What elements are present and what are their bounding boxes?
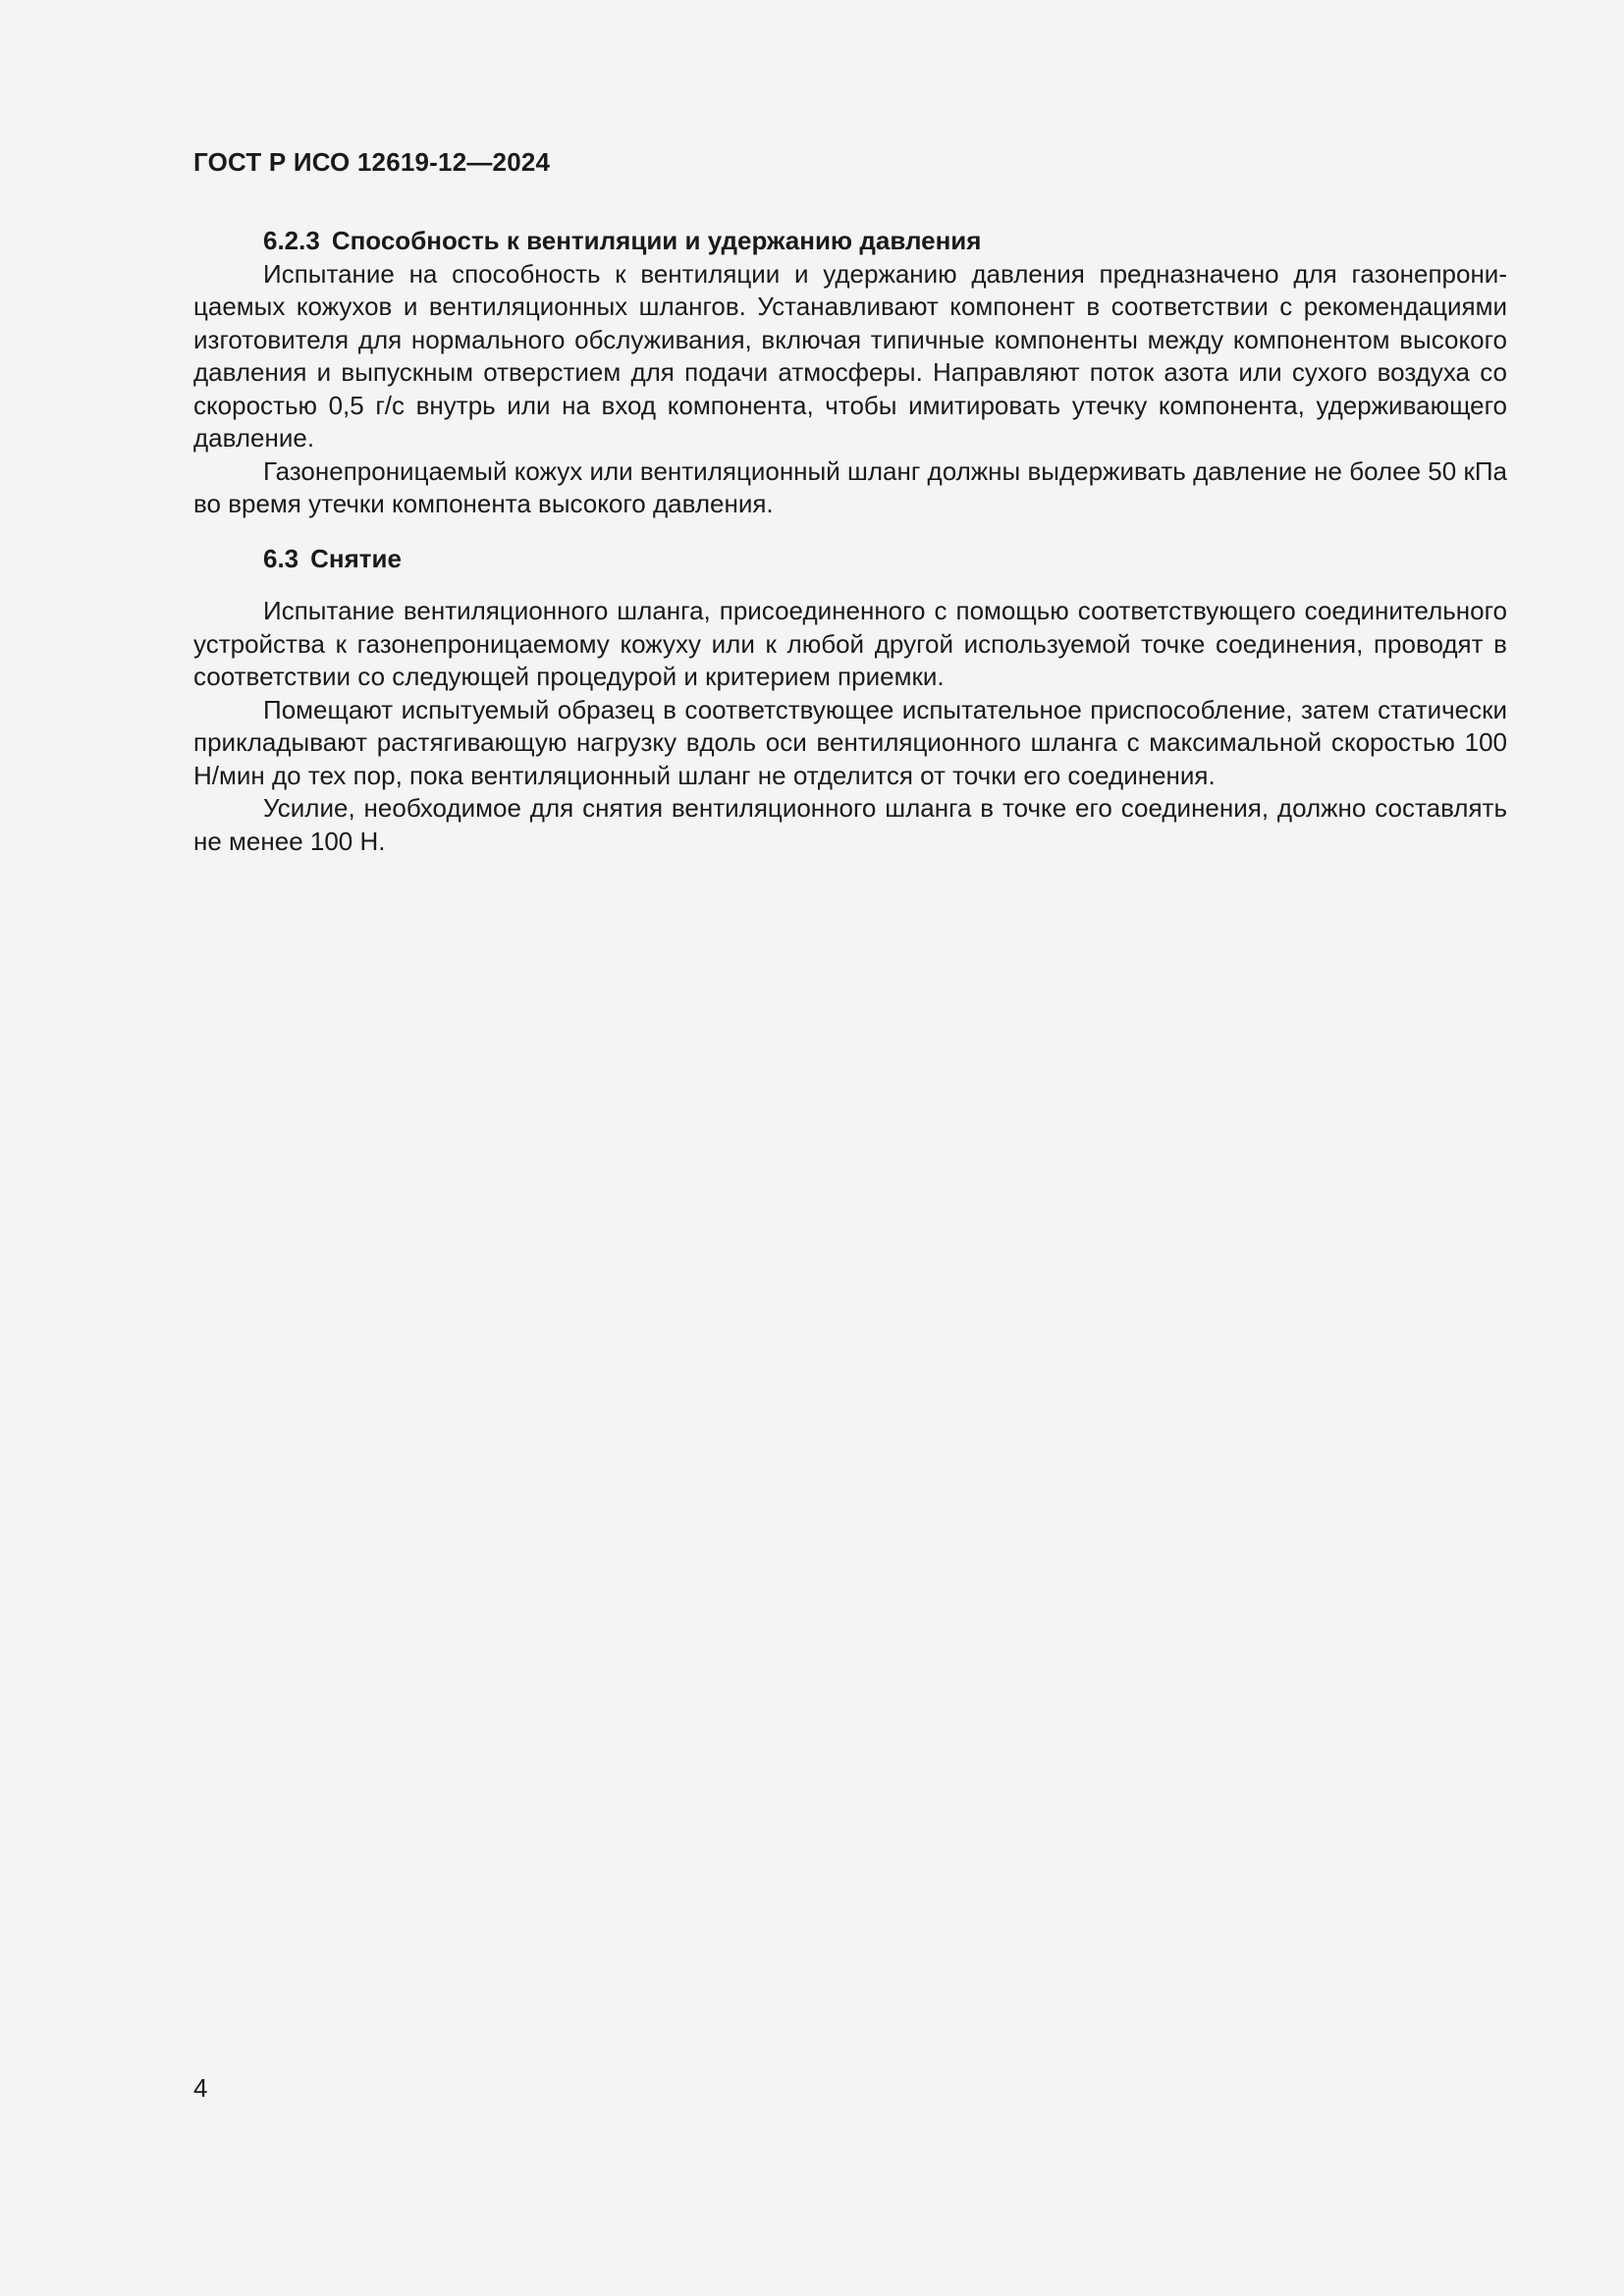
section-number: 6.2.3 [263,226,320,255]
paragraph: Помещают испытуемый образец в соответствующее испытательное приспособление, затем статически прикладывают растягивающую нагрузку вдоль оси вентиляционного шланга с максимальной скоростью 100 Н/мин до тех пор, пока вентиляционный шланг не отделится от точки его соединения. [193,694,1507,790]
page-number: 4 [193,2073,208,2103]
heading-spacer [193,575,1507,595]
section-title: Снятие [310,543,402,573]
section-heading-6-3 [193,543,1507,576]
section-title: Способность к вентиляции и удержанию давления [331,226,982,255]
document-header: ГОСТ Р ИСО 12619-12—2024 [193,147,551,177]
document-body [193,225,1507,858]
section-number: 6.3 [263,543,299,573]
paragraph: Испытание вентиляционного шланга, присоединенного с помощью соответствующего соединительного устройства к газонепроницаемому кожуху или к любой другой используемой точке соединения, проводят в соответствии со следующей процедурой и критерием приемки. [193,596,1507,691]
paragraph: Испытание на способность к вентиляции и удержанию давления предназначено для газонепроницаемых кожухов и вентиляционных шлангов. Устанавливают компонент в соответствии с рекомендациями изготовителя для нормального обслуживания, включая типичные компоненты между компонентом высокого давления и выпускным отверстием для подачи атмосферы. Направляют поток азота или сухого воздуха со скоростью 0,5 г/с внутрь или на вход компонента, чтобы имитировать утечку компонента, удерживающего давление. [193,258,1507,453]
paragraph: Газонепроницаемый кожух или вентиляционный шланг должны выдерживать давление не более 50 кПа во время утечки компонента высокого давления. [193,455,1507,518]
section-spacer [193,521,1507,543]
section-heading-6-2-3 [193,225,1507,258]
paragraph: Усилие, необходимое для снятия вентиляционного шланга в точке его соединения, должно составлять не менее 100 Н. [193,793,1507,856]
